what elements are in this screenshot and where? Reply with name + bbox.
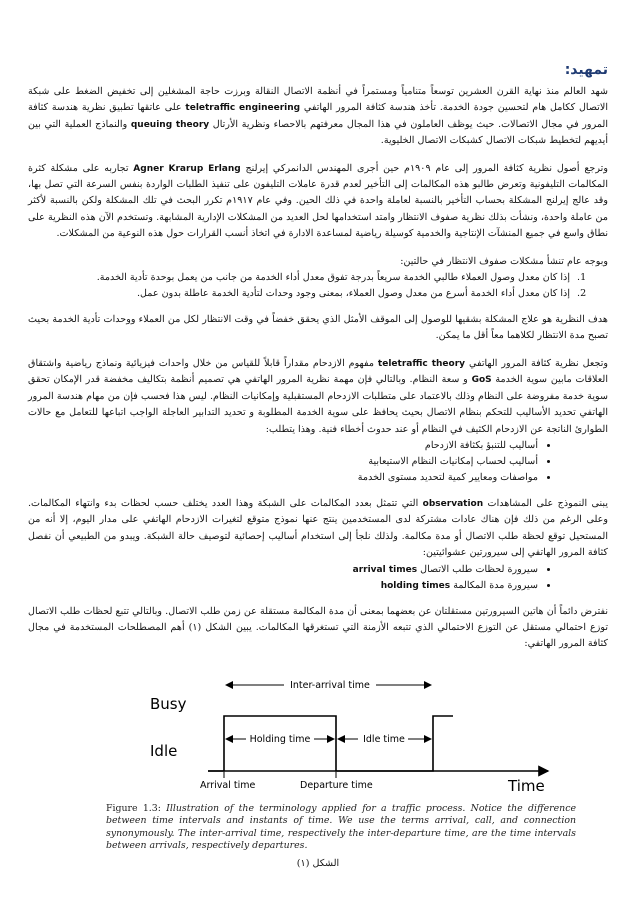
list-item: 2. إذا كان معدل أداء الخدمة أسرع من معدل وصول العملاء، بمعنى وجود وحدات لتأدية الخدمة عاطلة بدون عمل. — [28, 286, 574, 302]
paragraph-history — [28, 161, 608, 243]
list-item: • سيرورة لحظات طلب الاتصال arrival times — [28, 562, 538, 578]
term-queuing-theory: queuing theory — [130, 119, 210, 130]
list-item: • أساليب لحساب إمكانيات النظام الاستيعابية — [28, 454, 538, 470]
holding-time-label: Holding time — [249, 733, 311, 745]
list-item: • مواصفات ومعايير كمية لتحديد مستوى الخدمة — [28, 470, 538, 486]
p2-text-b: تجاربه على مشكلة كثرة المكالمات التليفونية وتعرض طالبو هذه المكالمات إلى التأخير لعدم قدرة عاملات التليفون على تنفيذ الطلبات الواردة بنفس السرعة التي تصل بها، وقد عالج إيرلنج المشكلة بحساب التأخير بالنسبة لعاملة واحدة في ذلك الحين. وفي عام ١٩١٧م تكرر البحث في تلك المشكلة ولكن بالنسبة لأكثر من عاملة واحدة، ونشأت بذلك نظرية صفوف الانتظار وامتد استخدامها لحل العديد من المشكلات الإدارية المشابهة. وتستخدم الآن هذه النظرية على نطاق واسع في جميع المنشآت الإنتاجية والخدمية كوسيلة رياضية لمساعدة الادارة في اتخاذ أنسب القرارات حول هذه النوعية من المشكلات. — [28, 162, 608, 240]
list-item: • أساليب للتنبؤ بكثافة الازدحام — [28, 438, 538, 454]
paragraph-assumption: نفترض دائماً أن هاتين السيرورتين مستقلتان عن بعضهما بمعنى أن مدة المكالمة مستقلة عن زمن طلب الاتصال. وبالتالي تتبع لحظات طلب الاتصال توزع احتمالي مستقل عن التوزع الاحتمالي الذي تتبعه الأزمنة التي تستغرقها المكالمات. يبين الشكل (١) أهم المصطلحات المستخدمة في مجال كثافة المرور الهاتفي: — [28, 605, 608, 650]
term-erlang: Agner Krarup Erlang — [133, 163, 241, 174]
caption-text: Illustration of the terminology applied for a traffic process. Notice the difference between time intervals and instants of time. We use the terms arrival, call, and connection synonymously. The inter-arrival time, respectively the inter-departure time, are the time intervals between arrivals, respectively departures. — [106, 802, 577, 851]
list-item: • سيرورة مدة المكالمة holding times — [28, 578, 538, 594]
p1-text-b: على عاتقها تطبيق نظرية هندسة كثافة المرور في مجال الاتصالات. حيث يوظف العاملون في هذا المجال معرفتهم بالاحصاء ونظرية الأرتال — [28, 102, 608, 130]
p5-text-a: وتجعل نظرية كثافة المرور الهاتفي — [468, 357, 608, 369]
term-teletraffic-theory: teletraffic theory — [377, 358, 466, 369]
paragraph-intro — [28, 84, 608, 150]
inter-arrival-label: Inter-arrival time — [290, 679, 370, 691]
term-observation: observation — [422, 498, 484, 509]
paragraph-cases-intro: وبوجه عام تنشأ مشكلات صفوف الانتظار في حالتين: — [400, 255, 608, 267]
p2-text-a: وترجع أصول نظرية كثافة المرور إلى عام ١٩٠٩م حين أجرى المهندس الدانمركي إيرلنج — [245, 162, 608, 174]
cases-list — [28, 270, 608, 302]
idle-label: Idle — [150, 741, 178, 760]
figure-caption — [106, 803, 576, 853]
traffic-diagram — [108, 661, 588, 797]
p5-text-b: مفهوم الازدحام مقداراً قابلاً للقياس من خلال واحدات فيزيائية ونماذج رياضية واشتقاق العلاقات مابين سوية الخدمة — [28, 357, 608, 386]
idle-time-label: Idle time — [363, 733, 405, 745]
busy-label: Busy — [150, 694, 187, 713]
paragraph-theory — [28, 356, 608, 438]
paragraph-goal: هدف النظرية هو علاج المشكلة بشقيها للوصول إلى الموقف الأمثل الذي يحقق خفضاً في وقت الانتظار لكل من العملاء ووحدات تأدية الخدمة بحيث تصبح مدة الانتظار لكلاهما معاً أقل ما يمكن. — [28, 314, 608, 342]
term-gos: GoS — [471, 375, 492, 386]
state-line — [208, 716, 453, 771]
caption-label: Figure 1.3: — [106, 802, 161, 814]
list-item: 1. إذا كان معدل وصول العملاء طالبي الخدمة سريعاً بدرجة تفوق معدل أداء الخدمة من جانب من يعمل بوحدة تأدية الخدمة. — [28, 270, 574, 286]
terminology-figure — [108, 661, 588, 797]
requirements-list — [28, 438, 608, 486]
figure-number: الشكل (١) — [296, 858, 340, 870]
p6-text-b: التي تتمثل بعدد المكالمات على الشبكة وهذا العدد يختلف حسب لحظات بدء وانتهاء المكالمات. وعلى الرغم من ذلك فإن هناك عادات مشتركة لدى المستخدمين ينتج عنها نموذج متوقع لتغيرات الازدحام الهاتفي على مدار اليوم، إلا أنه من المستحيل توقع لحظة طلب الاتصال أو مدة مكالمة. ولذلك نلجأ إلى استخدام أساليب إحصائية لتوصيف حالة الشبكة. ويبدو من الطبيعي أن نفصل كثافة المرور الهاتفي إلى سيرورتين عشوائيتين: — [28, 497, 608, 559]
p1-text-a: شهد العالم منذ نهاية القرن العشرين توسعاً متنامياً ومستمراً في أنظمة الاتصال النقالة وبرزت حاجة المشغلين إلى تخفيض الضغط على شبكة الاتصال ككامل هام لتحسين جودة الخدمة. تأخذ هندسة كثافة المرور الهاتفي — [28, 86, 608, 114]
p5-text-c: و سعة النظام. وبالتالي فإن مهمة نظرية المرور الهاتفي هي تصميم أنظمة بتكاليف مخفضة قدر الإمكان تحقق سوية خدمة مفروضة على النظام وذلك بالاعتماد على متطلبات الازدحام المستقبلية وإمكانيات النظام. ليس هذا فحسب فإن من مهام هندسة المرور الهاتفي تحديد الأساليب للتحكم بنظام الاتصال بحيث يحافظ على سوية الخدمة المطلوبة و تحديد التدابير العاجلة الواجب اتباعها للتعامل مع حالات الطوارئ الناتجة عن الازدحام الكثيف في النظام أو عند حدوث أخطاء فنية. وهذا يتطلب: — [28, 374, 608, 435]
processes-list — [28, 562, 608, 594]
section-heading: تمهيد: — [564, 62, 608, 78]
departure-time-label: Departure time — [300, 779, 373, 791]
p1-text-c: والنماذج العملية التي بين أيديهم لتخطيط شبكات الاتصال كشبكات الاتصال الخليوية. — [28, 118, 608, 147]
arrival-time-label: Arrival time — [200, 779, 256, 791]
term-teletraffic-engineering: teletraffic engineering — [185, 103, 301, 114]
p6-text-a: يبنى النموذج على المشاهدات — [487, 497, 608, 509]
paragraph-model — [28, 496, 608, 562]
time-label: Time — [508, 776, 545, 795]
